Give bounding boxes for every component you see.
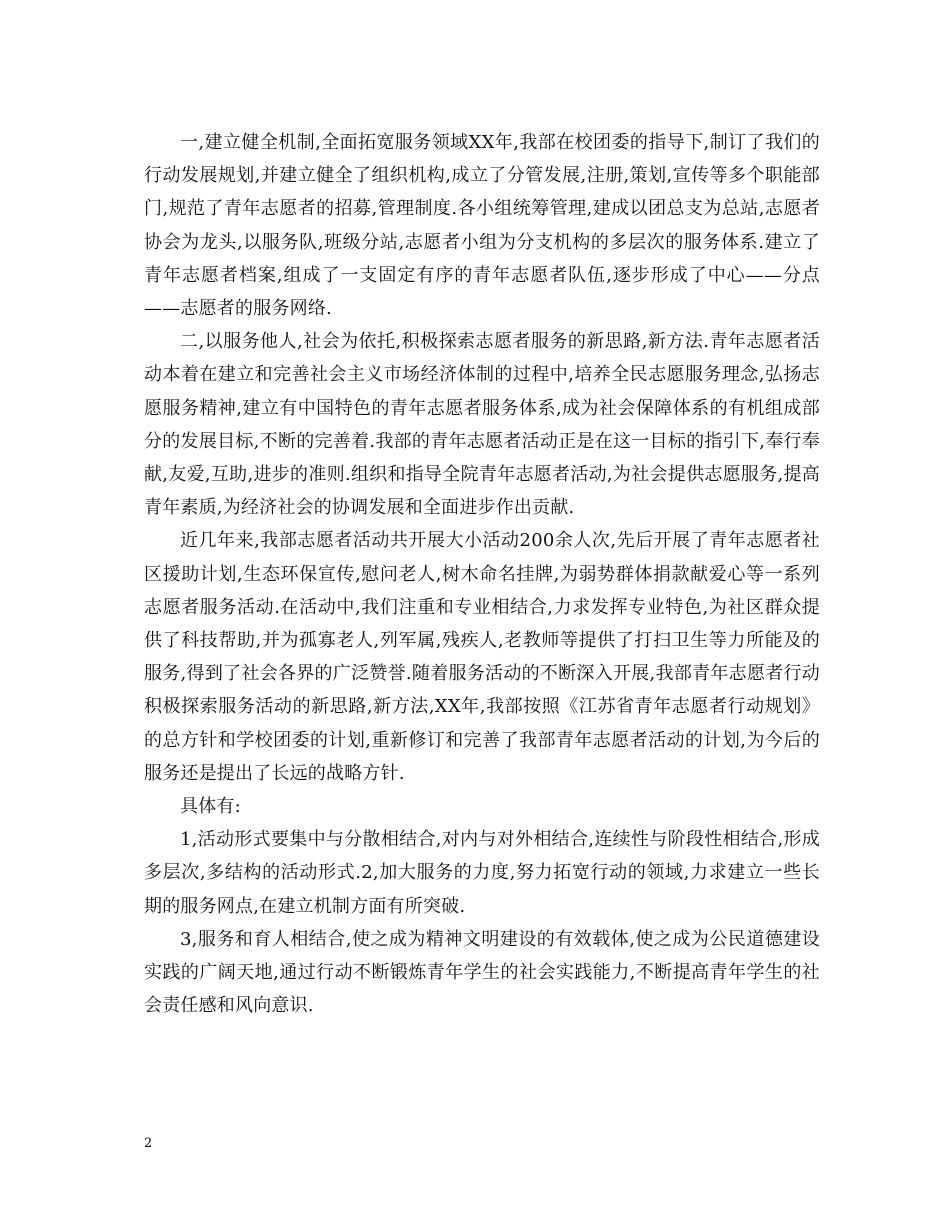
paragraph-mechanism: 一,建立健全机制,全面拓宽服务领域XX年,我部在校团委的指导下,制订了我们的行动发展规划,并建立健全了组织机构,成立了分管发展,注册,策划,宣传等多个职能部门,规范了青年志愿者的招募,管理制度.各小组统筹管理,建成以团总支为总站,志愿者协会为龙头,以服务队,班级分站,志愿者小组为分支机构的多层次的服务体系.建立了青年志愿者档案,组成了一支固定有序的青年志愿者队伍,逐步形成了中心——分点——志愿者的服务网络. xyxy=(144,132,820,320)
paragraph-specifics-heading: 具体有: xyxy=(180,796,241,818)
document-body xyxy=(144,126,820,1022)
paragraph-recent-activities: 近几年来,我部志愿者活动共开展大小活动200余人次,先后开展了青年志愿者社区援助计划,生态环保宣传,慰问老人,树木命名挂牌,为弱势群体捐款献爱心等一系列志愿者服务活动.在活动中,我们注重和专业相结合,力求发挥专业特色,为社区群众提供了科技帮助,并为孤寡老人,列军属,残疾人,老教师等提供了打扫卫生等力所能及的服务,得到了社会各界的广泛赞誉.随着服务活动的不断深入开展,我部青年志愿者行动积极探索服务活动的新思路,新方法,XX年,我部按照《江苏省青年志愿者行动规划》的总方针和学校团委的计划,重新修订和完善了我部青年志愿者活动的计划,为今后的服务还是提出了长远的战略方针. xyxy=(144,530,820,784)
page-number: 2 xyxy=(144,1136,153,1151)
paragraph-item-3: 3,服务和育人相结合,使之成为精神文明建设的有效载体,使之成为公民道德建设实践的广阔天地,通过行动不断锻炼青年学生的社会实践能力,不断提高青年学生的社会责任感和风向意识. xyxy=(144,928,820,1017)
paragraph-service-ideas: 二,以服务他人,社会为依托,积极探索志愿者服务的新思路,新方法.青年志愿者活动本着在建立和完善社会主义市场经济体制的过程中,培养全民志愿服务理念,弘扬志愿服务精神,建立有中国特色的青年志愿者服务体系,成为社会保障体系的有机组成部分的发展目标,不断的完善着.我部的青年志愿者活动正是在这一目标的指引下,奉行奉献,友爱,互助,进步的准则.组织和指导全院青年志愿者活动,为社会提供志愿服务,提高青年素质,为经济社会的协调发展和全面进步作出贡献. xyxy=(144,331,820,519)
paragraph-item-1-2: 1,活动形式要集中与分散相结合,对内与对外相结合,连续性与阶段性相结合,形成多层次,多结构的活动形式.2,加大服务的力度,努力拓宽行动的领域,力求建立一些长期的服务网点,在建立机制方面有所突破. xyxy=(144,829,820,917)
